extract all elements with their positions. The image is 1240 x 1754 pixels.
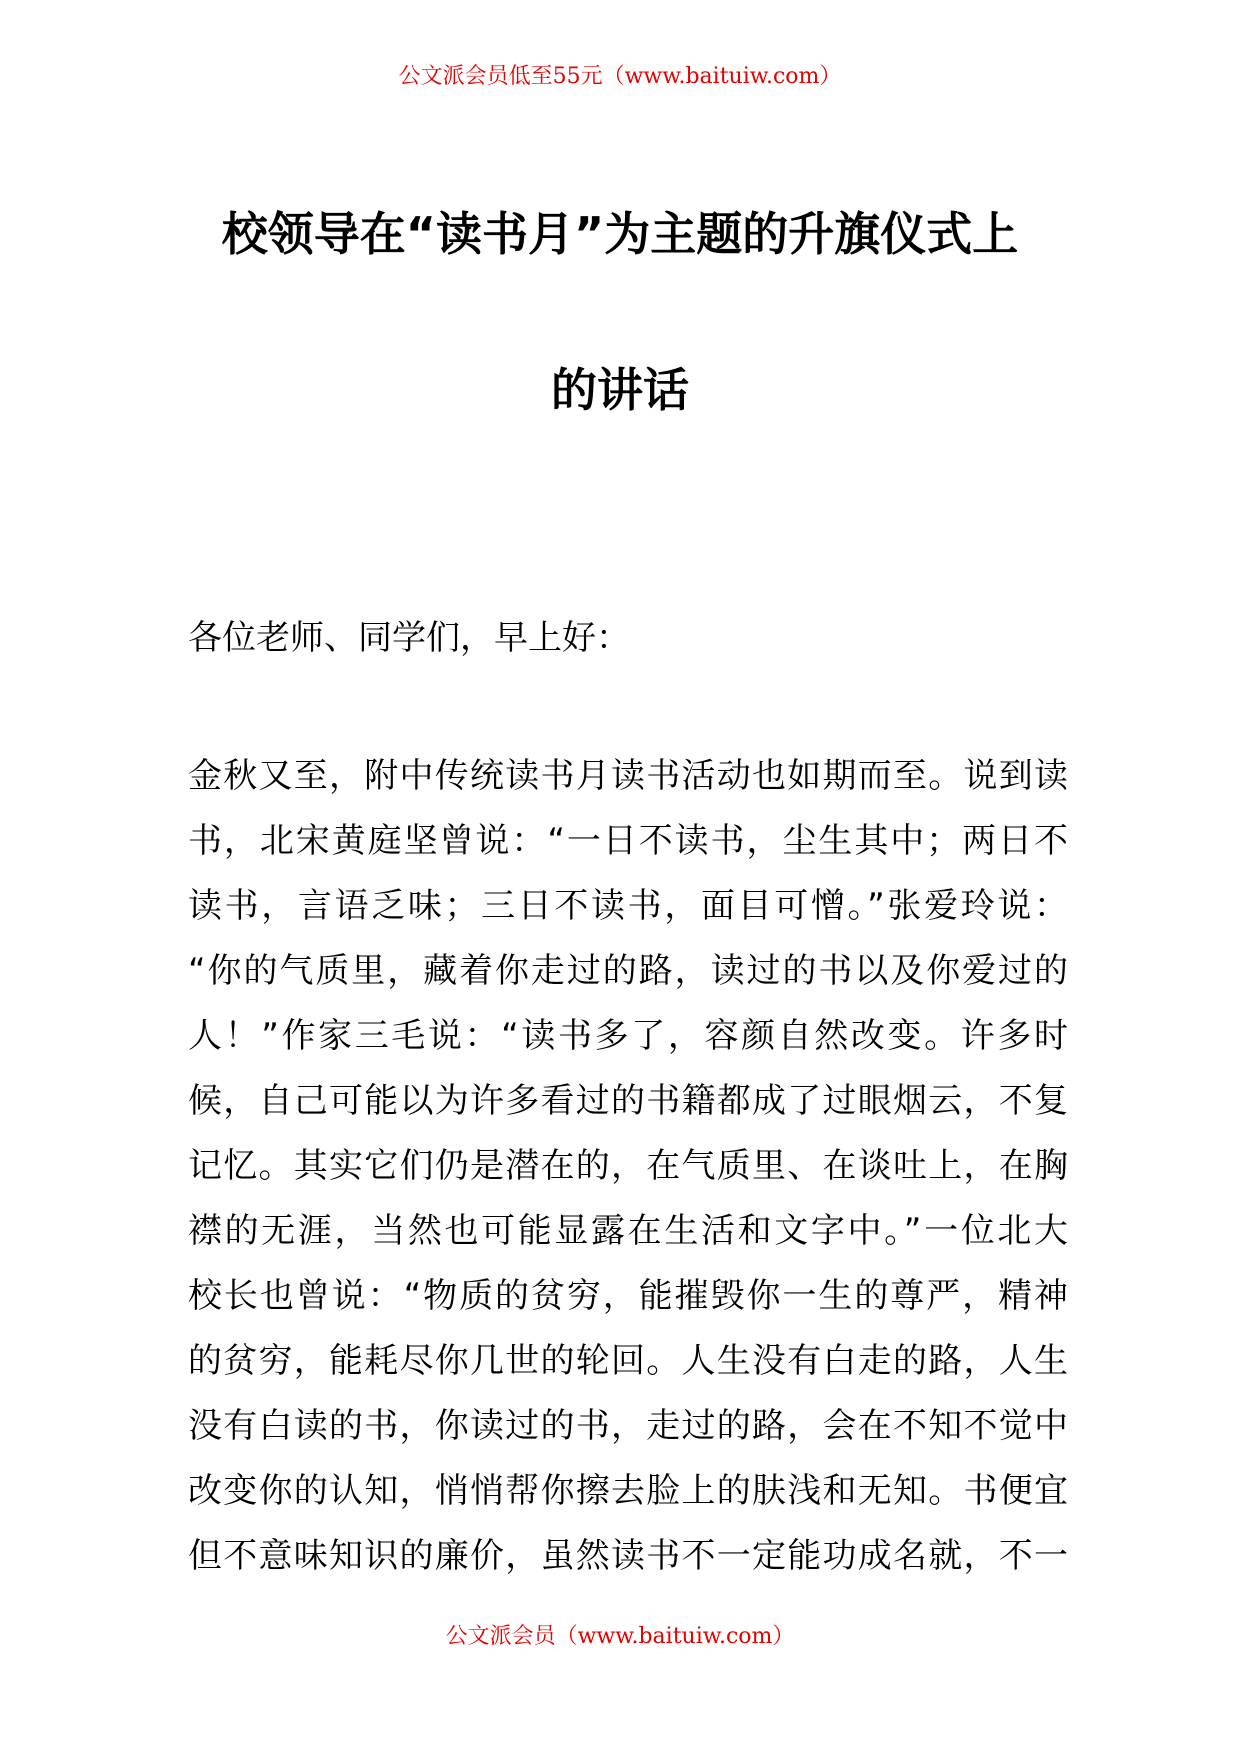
body-line: 但不意味知识的廉价，虽然读书不一定能功成名就，不一 [188,1536,1068,1576]
footer-promo-banner[interactable]: 公文派会员（www.baituiw.com） [445,1624,795,1649]
greeting-paragraph: 各位老师、同学们，早上好： [188,618,630,658]
document-title-line-1: 校领导在“读书月”为主题的升旗仪式上 [221,207,1019,261]
document-title-line-2: 的讲话 [551,363,689,417]
body-line: 校长也曾说：“物质的贫穷，能摧毁你一生的尊严，精神 [188,1276,1068,1316]
body-paragraph [188,744,1068,1589]
header-promo-banner[interactable]: 公文派会员低至55元（www.baituiw.com） [398,64,842,89]
body-line: 改变你的认知，悄悄帮你擦去脸上的肤浅和无知。书便宜 [188,1471,1068,1511]
body-line: 的贫穷，能耗尽你几世的轮回。人生没有白走的路，人生 [188,1341,1068,1381]
body-line: 读书，言语乏味；三日不读书，面目可憎。”张爱玲说： [188,886,1068,926]
body-line: 记忆。其实它们仍是潜在的，在气质里、在谈吐上，在胸 [188,1146,1068,1186]
body-line: 书，北宋黄庭坚曾说：“一日不读书，尘生其中；两日不 [188,821,1068,861]
body-line: “你的气质里，藏着你走过的路，读过的书以及你爱过的 [188,951,1068,991]
body-line: 候，自己可能以为许多看过的书籍都成了过眼烟云，不复 [188,1081,1068,1121]
body-line: 人！”作家三毛说：“读书多了，容颜自然改变。许多时 [188,1016,1068,1056]
body-line: 金秋又至，附中传统读书月读书活动也如期而至。说到读 [188,756,1068,796]
body-line: 没有白读的书，你读过的书，走过的路，会在不知不觉中 [188,1406,1068,1446]
body-line: 襟的无涯，当然也可能显露在生活和文字中。”一位北大 [188,1211,1068,1251]
